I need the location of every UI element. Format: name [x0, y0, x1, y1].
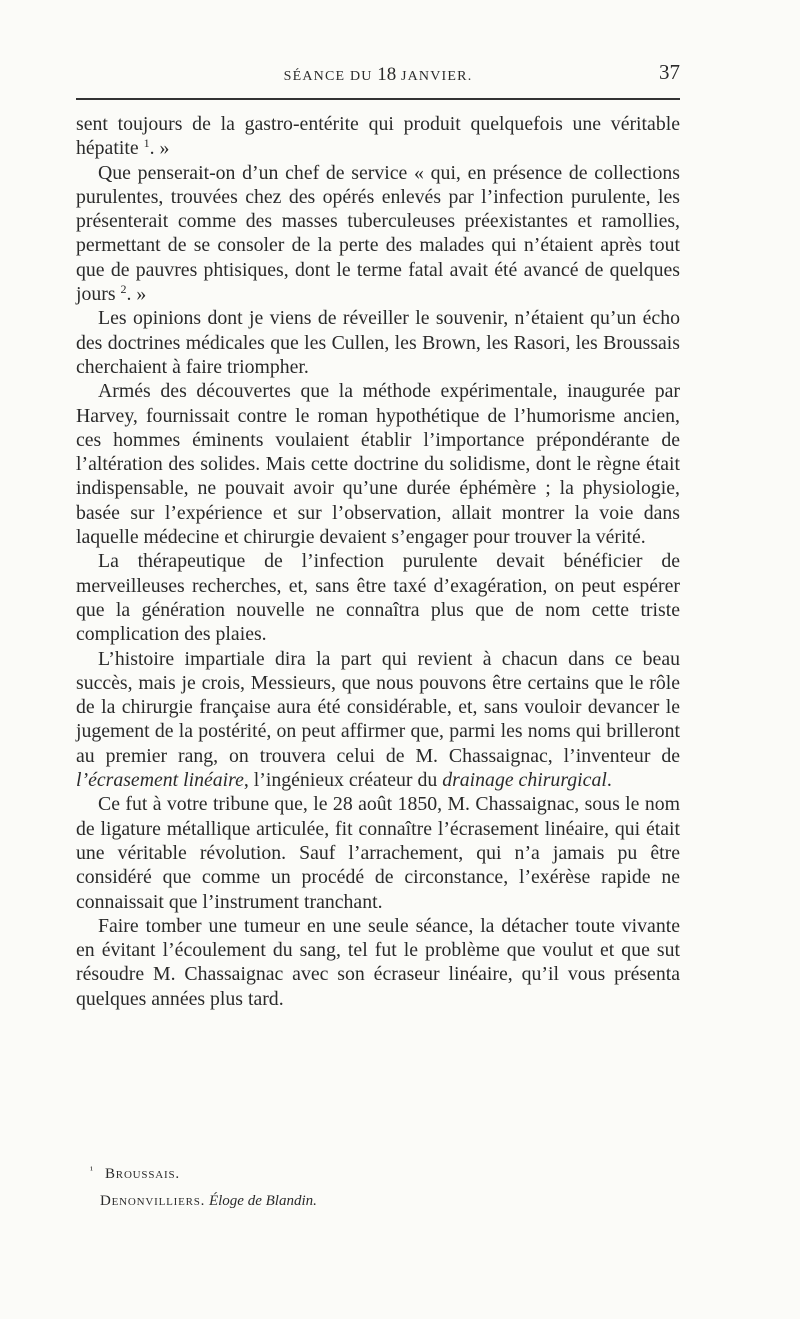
paragraph-1 [76, 112, 680, 161]
running-title-day: 18 [377, 64, 397, 85]
paragraph-2-text: Que penserait-on d’un chef de service « qui, en présence de collections purulentes, trouvées chez des opérés enlevés par l’infection purulente, les présenterait comme des masses tuberculeuses préexistantes et ramollies, permettant de se consoler de la perte des malades qui n’étaient après tout que de pauvres phtisiques, dont le terme fatal avait été avancé de quelques jours [76, 161, 680, 306]
footnotes [90, 1157, 680, 1215]
running-title [76, 64, 680, 86]
header-rule [76, 98, 680, 100]
footnote-ref-2: 2 [120, 282, 127, 297]
paragraph-1-end: . » [149, 137, 170, 160]
body-text [76, 112, 680, 1011]
running-title-suffix: JANVIER. [396, 69, 473, 84]
running-header [76, 60, 680, 88]
paragraph-3: Les opinions dont je viens de réveiller le souvenir, n’étaient qu’un écho des doctrines médicales que les Cullen, les Brown, les Rasori, les Broussais cherchaient à faire triompher. [76, 307, 680, 378]
paragraph-7: Ce fut à votre tribune que, le 28 août 1850, M. Chassaignac, sous le nom de ligature métallique articulée, fit connaître l’écrasement linéaire, qui était une véritable révolution. Sauf l’arrachement, qui n’a jamais pu être considéré que comme un procédé de circonstance, l’exérèse rapide ne connaissait que l’instrument tranchant. [76, 793, 680, 913]
footnote-ref-1: 1 [143, 136, 150, 151]
paragraph-1-text: sent toujours de la gastro-entérite qui produit quelquefois une véritable hépatite [76, 113, 680, 160]
paragraph-8: Faire tomber une tumeur en une seule séance, la détacher toute vivante en évitant l’écoulement du sang, tel fut le problème que voulut et que sut résoudre M. Chassaignac avec son écraseur linéaire, qu’il vous présenta quelques années plus tard. [76, 914, 680, 1010]
footnote-1-author: Broussais. [105, 1166, 180, 1182]
ecrasement-lineaire-term: l’écrasement linéaire [76, 769, 244, 792]
paragraph-5: La thérapeutique de l’infection purulente devait bénéficier de merveilleuses recherches, et, sans être taxé d’exagération, on peut espérer que la génération nouvelle ne connaîtra plus que de nom cette triste complication des plaies. [76, 550, 680, 646]
footnote-2-title: Éloge de Blandin. [208, 1193, 317, 1209]
footnote-1-mark: ¹ [90, 1165, 93, 1176]
paragraph-6-text-c: . [606, 769, 612, 792]
paragraph-2 [76, 161, 680, 307]
paragraph-6 [76, 647, 680, 793]
footnote-2 [90, 1188, 680, 1215]
footnote-1 [90, 1157, 680, 1188]
page-number: 37 [659, 60, 680, 84]
footnote-2-author: Denonvilliers. [100, 1193, 206, 1209]
running-title-prefix: SÉANCE DU [283, 69, 378, 84]
paragraph-6-text-b: , l’ingénieux créateur du [243, 769, 443, 792]
paragraph-2-end: . » [126, 283, 147, 306]
drainage-chirurgical-term: drainage chirurgical [442, 769, 607, 792]
paragraph-4: Armés des découvertes que la méthode expérimentale, inaugurée par Harvey, fournissait contre le roman hypothétique de l’humorisme ancien, ces hommes éminents voulaient établir l’importance prépondérante de l’altération des solides. Mais cette doctrine du solidisme, dont le règne était indispensable, ne pouvait avoir qu’une durée éphémère ; la physiologie, basée sur l’expérience et sur l’observation, allait montrer la voie dans laquelle médecine et chirurgie devaient s’engager pour trouver la vérité. [76, 380, 680, 549]
paragraph-6-text-a: L’histoire impartiale dira la part qui revient à chacun dans ce beau succès, mais je crois, Messieurs, que nous pouvons être certains que le rôle de la chirurgie française aura été considérable, et, sans vouloir devancer le jugement de la postérité, on peut affirmer que, parmi les noms qui brilleront au premier rang, on trouvera celui de M. Chassaignac, l’inventeur de [76, 647, 680, 767]
